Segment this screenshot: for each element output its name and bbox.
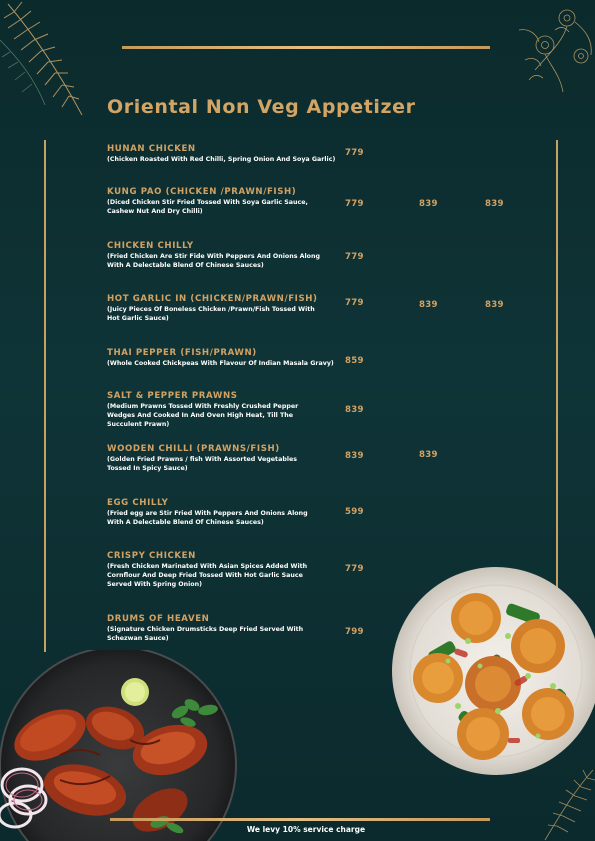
item-description: (Chicken Roasted With Red Chilli, Spring Onion And Soya Garlic) <box>107 156 336 163</box>
item-name: DRUMS OF HEAVEN <box>107 614 210 624</box>
leaf-decoration-icon <box>0 0 100 130</box>
item-description: (Juicy Pieces Of Boneless Chicken /Prawn/Fish Tossed With Hot Garlic Sauce) <box>107 306 315 322</box>
item-name: THAI PEPPER (FISH/PRAWN) <box>107 348 257 358</box>
chilli-chicken-plate-image <box>388 566 595 776</box>
item-description: (Golden Fried Prawns / fish With Assorted Vegetables Tossed In Spicy Sauce) <box>107 456 298 472</box>
price-1: 839 <box>345 405 364 415</box>
menu-item-wooden-chilli <box>107 444 547 473</box>
item-description: (Fried egg are Stir Fried With Peppers And Onions Along With A Delectable Blend Of Chinese Sauces) <box>107 510 308 526</box>
item-description: (Signature Chicken Drumsticks Deep Fried Served With Schezwan Sauce) <box>107 626 304 642</box>
menu-item-salt-pepper-prawns <box>107 391 547 429</box>
price-2: 839 <box>419 199 438 209</box>
item-name: SALT & PEPPER PRAWNS <box>107 391 238 401</box>
price-1: 779 <box>345 148 364 158</box>
price-1: 799 <box>345 627 364 637</box>
price-2: 839 <box>419 300 438 310</box>
price-1: 779 <box>345 298 364 308</box>
item-name: WOODEN CHILLI (PRAWNS/FISH) <box>107 444 280 454</box>
price-1: 779 <box>345 199 364 209</box>
item-name: CRISPY CHICKEN <box>107 551 196 561</box>
item-description: (Medium Prawns Tossed With Freshly Crushed Pepper Wedges And Cooked In And Oven High Heat, Till The Succulent Prawn) <box>107 403 299 428</box>
tandoori-chicken-plate-image <box>0 650 240 841</box>
menu-item-thai-pepper <box>107 348 547 368</box>
service-charge-note: We levy 10% service charge <box>246 825 366 834</box>
page-title: Oriental Non Veg Appetizer <box>107 96 416 118</box>
price-2: 839 <box>419 450 438 460</box>
left-border-line <box>44 140 46 652</box>
price-1: 779 <box>345 564 364 574</box>
item-name: CHICKEN CHILLY <box>107 241 194 251</box>
menu-item-hot-garlic <box>107 294 547 323</box>
price-1: 859 <box>345 356 364 366</box>
price-1: 599 <box>345 507 364 517</box>
bottom-divider <box>110 818 490 821</box>
item-description: (Whole Cooked Chickpeas With Flavour Of Indian Masala Gravy) <box>107 360 334 367</box>
menu-item-egg-chilly <box>107 498 547 527</box>
menu-item-hunan-chicken <box>107 144 547 164</box>
item-description: (Fresh Chicken Marinated With Asian Spices Added With Cornflour And Deep Fried Tossed With Hot Garlic Sauce Served With Spring Onion) <box>107 563 308 588</box>
item-description: (Fried Chicken Are Stir Fide With Peppers And Onions Along With A Delectable Blend Of Chinese Sauces) <box>107 253 320 269</box>
menu-item-chicken-chilly <box>107 241 547 270</box>
item-name: EGG CHILLY <box>107 498 169 508</box>
menu-item-kung-pao <box>107 187 547 216</box>
price-1: 779 <box>345 252 364 262</box>
flower-decoration-icon <box>505 0 595 95</box>
price-3: 839 <box>485 199 504 209</box>
top-divider <box>122 46 490 49</box>
price-1: 839 <box>345 451 364 461</box>
price-3: 839 <box>485 300 504 310</box>
item-name: HOT GARLIC IN (CHICKEN/PRAWN/FISH) <box>107 294 318 304</box>
item-name: HUNAN CHICKEN <box>107 144 196 154</box>
item-description: (Diced Chicken Stir Fried Tossed With Soya Garlic Sauce, Cashew Nut And Dry Chilli) <box>107 199 308 215</box>
item-name: KUNG PAO (CHICKEN /PRAWN/FISH) <box>107 187 297 197</box>
